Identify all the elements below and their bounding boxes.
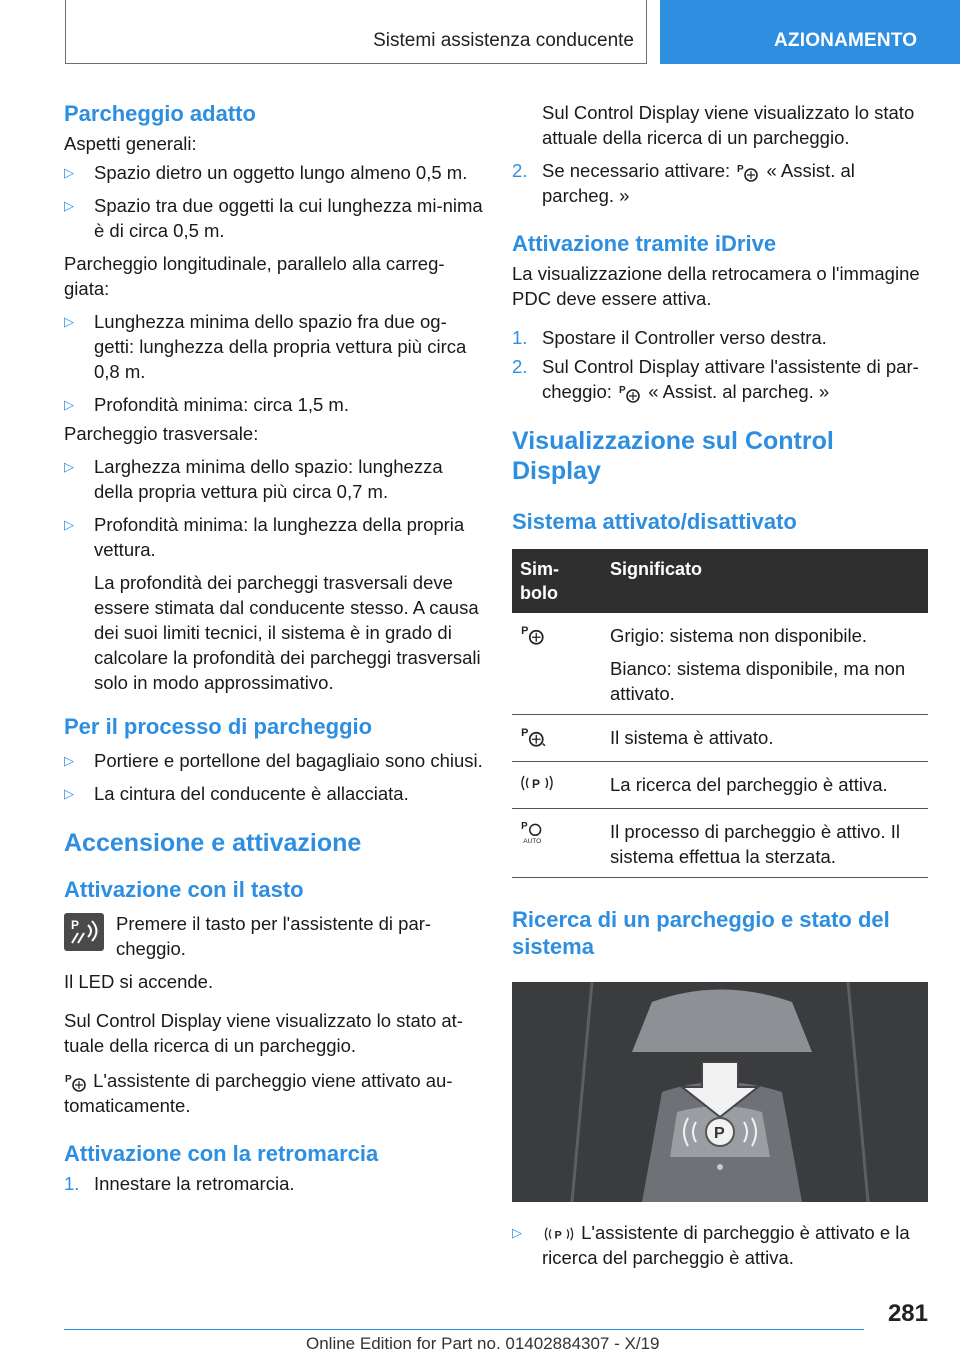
triangle-bullet-icon: ▷ [64, 753, 74, 768]
list-item: ▷ Profondità minima: la lunghezza della propria vettura. La profondità dei parcheggi trasversali deve essere stimata dal conducente stesso. A causa dei suoi limiti tecnici, il sistema è in grado di calcolare la profondità dei parcheggi trasversali solo in modo approssimativo. [64, 512, 484, 695]
triangle-bullet-icon: ▷ [64, 459, 74, 474]
aspetti-generali: Aspetti generali: [64, 133, 197, 154]
table-row: P Il sistema è attivato. [512, 715, 928, 762]
heading-sistema: Sistema attivato/disattivato [512, 509, 797, 534]
svg-text:P: P [71, 918, 80, 932]
parking-assistant-button-icon [64, 913, 104, 951]
note-text: La profondità dei parcheggi trasversali deve essere stimata dal conducente stesso. A causa dei suoi limiti tecnici, il sistema è in grado di calcolare la profondità dei parcheggi trasversali solo in modo approssimativo. [94, 572, 481, 693]
list-item: 2. Sul Control Display attivare l'assistente di par‐cheggio: P « Assist. al parcheg. » [512, 356, 919, 402]
svg-text:P: P [619, 385, 626, 397]
parking-search-icon [542, 1224, 576, 1244]
edition-info: Online Edition for Part no. 01402884307 - X/19 [306, 1334, 660, 1353]
svg-text:P: P [737, 164, 744, 176]
svg-text:P: P [521, 820, 528, 832]
triangle-bullet-icon: ▷ [64, 517, 74, 532]
list-item: 1. Innestare la retromarcia. [64, 1173, 295, 1194]
heading-retromarcia: Attivazione con la retromarcia [64, 1141, 379, 1166]
auto-activation-text: P L'assistente di parcheggio viene attivato au‐tomaticamente. [64, 1070, 453, 1116]
triangle-bullet-icon: ▷ [64, 165, 74, 180]
continued-text: Sul Control Display viene visualizzato lo stato attuale della ricerca di un parcheggio. [542, 102, 915, 148]
led-text: Il LED si accende. [64, 971, 214, 992]
list-item: ▷ Profondità minima: circa 1,5 m. [64, 394, 349, 415]
list-item: ▷ Larghezza minima dello spazio: lunghezza della propria vettura più circa 0,7 m. [64, 456, 443, 502]
list-item: 1. Spostare il Controller verso destra. [512, 327, 827, 348]
heading-idrive: Attivazione tramite iDrive [512, 231, 777, 256]
list-item: ▷ Lunghezza minima dello spazio fra due og‐getti: lunghezza della propria vettura più circa 0,8 m. [64, 311, 467, 382]
triangle-bullet-icon: ▷ [512, 1225, 522, 1240]
list-item: ▷ P L'assistente di parcheggio è attivato e la ricerca del parcheggio è attiva. [512, 1222, 910, 1268]
header-section-box [65, 0, 647, 64]
chapter-title: AZIONAMENTO [774, 30, 918, 51]
triangle-bullet-icon: ▷ [64, 786, 74, 801]
chapter-tab [660, 0, 960, 64]
right-column [512, 100, 928, 1270]
parking-assistant-activated-icon [520, 725, 546, 747]
svg-text:P: P [714, 1125, 725, 1142]
triangle-bullet-icon: ▷ [64, 314, 74, 329]
table-header-meaning: Significato [602, 549, 928, 613]
heading-ricerca: Ricerca di un parcheggio e stato del sistema [512, 907, 890, 959]
triangle-bullet-icon: ▷ [64, 198, 74, 213]
left-column [64, 100, 484, 1196]
footer-divider [64, 1329, 864, 1330]
svg-text:AUTO: AUTO [523, 837, 542, 845]
table-row: P La ricerca del parcheggio è attiva. [512, 762, 928, 809]
parcheggio-longitudinale: Parcheggio longitudinale, parallelo alla carreg‐giata: [64, 253, 445, 299]
triangle-bullet-icon: ▷ [64, 397, 74, 412]
tasto-instruction: P Premere il tasto per l'assistente di par‐cheggio. [64, 911, 484, 961]
parking-search-icon [520, 772, 554, 794]
display-text: Sul Control Display viene visualizzato lo stato at‐tuale della ricerca di un parcheggio. [64, 1010, 463, 1056]
heading-visualizzazione: Visualizzazione sul Control Display [512, 427, 834, 485]
table-row: P Grigio: sistema non disponibile. Bianco: sistema disponibile, ma non attivato. [512, 613, 928, 715]
list-item: ▷ Portiere e portellone del bagagliaio sono chiusi. [64, 750, 483, 771]
idrive-text: La visualizzazione della retrocamera o l'immagine PDC deve essere attiva. [512, 263, 920, 309]
parking-assistant-symbol-icon [735, 162, 761, 182]
heading-tasto: Attivazione con il tasto [64, 877, 304, 902]
svg-text:P: P [532, 777, 541, 791]
list-item: 2. Se necessario attivare: P « Assist. al parcheg. » [512, 160, 855, 206]
table-row: P AUTO Il processo di parcheggio è attivo. Il sistema effettua la sterzata. [512, 809, 928, 878]
table-header-symbol: Sim‐bolo [512, 549, 602, 613]
heading-parcheggio-adatto: Parcheggio adatto [64, 101, 256, 126]
symbol-table [512, 549, 928, 878]
svg-text:P: P [65, 1074, 72, 1086]
list-item: ▷ Spazio dietro un oggetto lungo almeno 0,5 m. [64, 162, 468, 183]
svg-text:P: P [521, 625, 529, 637]
parking-auto-icon [520, 819, 546, 845]
parking-assistant-symbol-icon [64, 1072, 88, 1092]
parking-assistant-symbol-icon [617, 383, 643, 403]
list-item: ▷ Spazio tra due oggetti la cui lunghezza mi‐nima è di circa 0,5 m. [64, 195, 483, 241]
parking-assistant-symbol-icon [520, 623, 546, 645]
heading-processo: Per il processo di parcheggio [64, 714, 373, 739]
page-number: 281 [887, 1300, 928, 1327]
svg-text:P: P [554, 1229, 562, 1242]
section-title: Sistemi assistenza conducente [373, 30, 634, 51]
heading-accensione: Accensione e attivazione [64, 829, 362, 857]
list-item: ▷ La cintura del conducente è allacciata. [64, 783, 409, 804]
parcheggio-trasversale: Parcheggio trasversale: [64, 423, 259, 444]
parking-display-image [512, 982, 928, 1202]
svg-text:P: P [521, 727, 529, 739]
